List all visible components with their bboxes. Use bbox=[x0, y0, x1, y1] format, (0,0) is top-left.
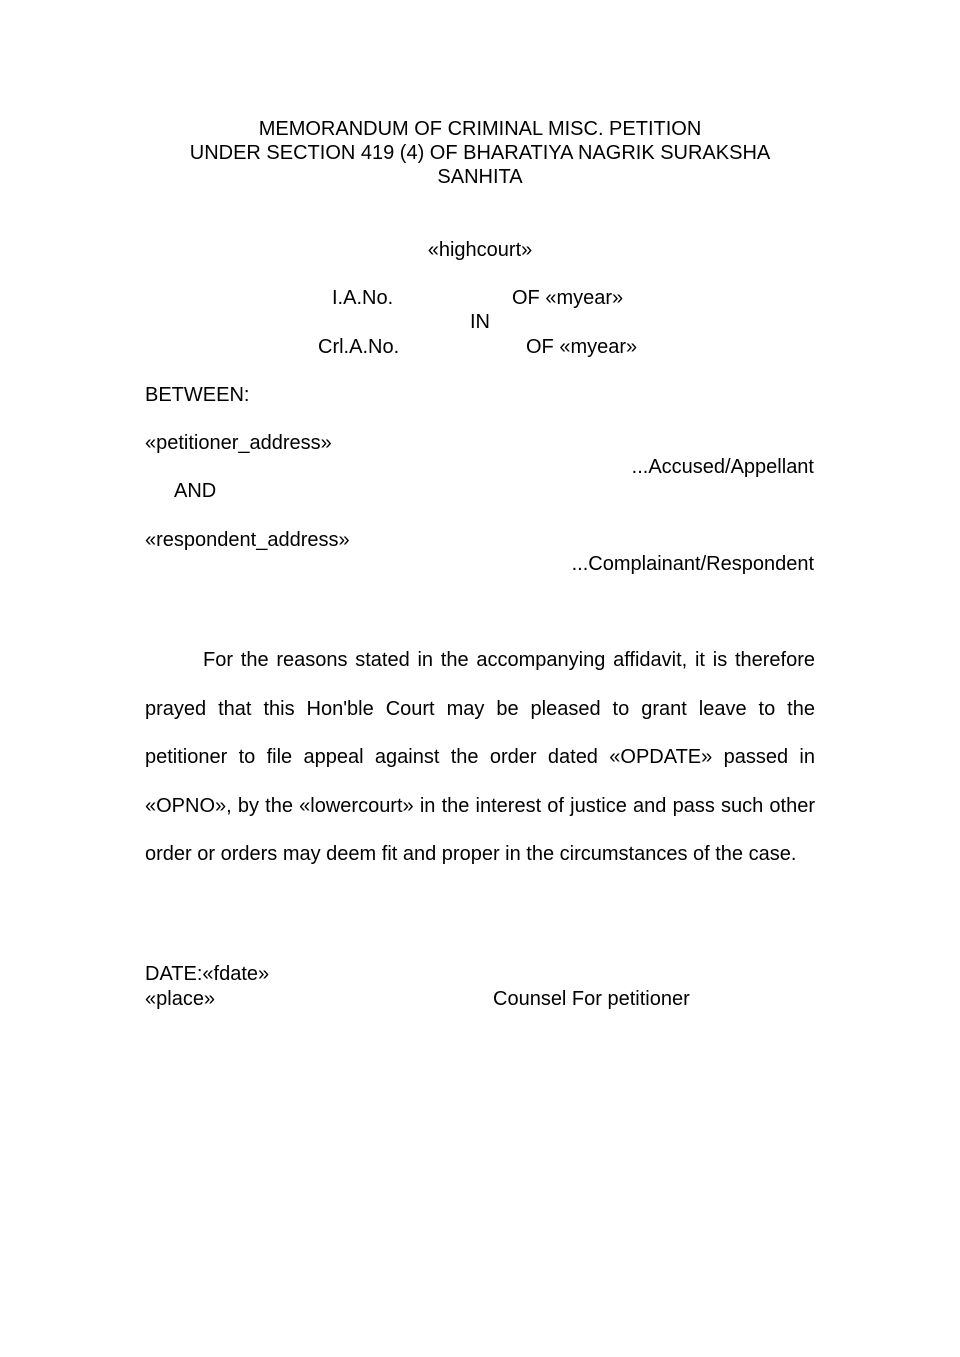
title-line-2: UNDER SECTION 419 (4) OF BHARATIYA NAGRIK SURAKSHA bbox=[189, 142, 771, 164]
court-name: «highcourt» bbox=[427, 239, 533, 261]
document-title bbox=[0, 117, 960, 189]
in-label: IN bbox=[470, 311, 490, 333]
crl-number-label: Crl.A.No. bbox=[318, 336, 400, 358]
title-line-1: MEMORANDUM OF CRIMINAL MISC. PETITION bbox=[258, 118, 702, 140]
prayer-paragraph: For the reasons stated in the accompanying affidavit, it is therefore prayed that this Hon'ble Court may be pleased to grant leave to the petitioner to file appeal against the order dated «OPDATE» passed in «OPNO», by the «lowercourt» in the interest of justice and pass such other order or orders may deem fit and proper in the circumstances of the case. bbox=[145, 649, 815, 865]
respondent-role: ...Complainant/Respondent bbox=[571, 553, 814, 575]
place-line: «place» bbox=[145, 988, 216, 1010]
ia-number-label: I.A.No. bbox=[332, 287, 394, 309]
petitioner-role: ...Accused/Appellant bbox=[631, 456, 814, 478]
between-label: BETWEEN: bbox=[145, 384, 250, 406]
and-label: AND bbox=[174, 480, 217, 502]
crl-year: OF «myear» bbox=[526, 336, 638, 358]
respondent-address: «respondent_address» bbox=[145, 529, 350, 551]
date-line: DATE:«fdate» bbox=[145, 963, 270, 985]
title-line-3: SANHITA bbox=[437, 166, 523, 188]
ia-year: OF «myear» bbox=[512, 287, 624, 309]
petitioner-address: «petitioner_address» bbox=[145, 432, 332, 454]
counsel-signature-label: Counsel For petitioner bbox=[493, 988, 690, 1010]
